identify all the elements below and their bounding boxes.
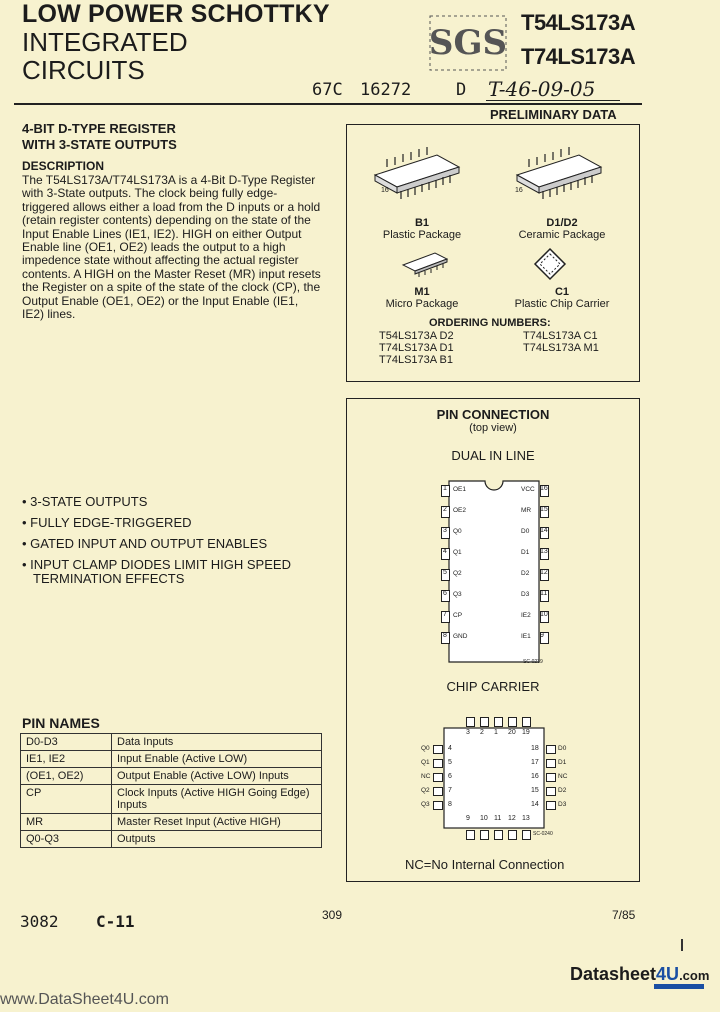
header-title-line2: INTEGRATED bbox=[22, 27, 188, 57]
cc-pin-box bbox=[522, 830, 531, 840]
manufacturer-logo-icon bbox=[428, 12, 508, 74]
dil-pin-label: IE2 bbox=[521, 612, 531, 619]
pin-cell: Q0-Q3 bbox=[21, 831, 112, 848]
cc-pin-box bbox=[480, 830, 489, 840]
pin-connection-box bbox=[346, 398, 640, 882]
preliminary-data: PRELIMINARY DATA bbox=[490, 107, 617, 122]
feature-3-text: GATED INPUT AND OUTPUT ENABLES bbox=[30, 536, 268, 551]
cc-left-pin-label: Q2 bbox=[421, 787, 430, 794]
svg-text:SGS: SGS bbox=[428, 23, 508, 63]
desc-cell: Input Enable (Active LOW) bbox=[112, 751, 322, 768]
code-16272: 16272 bbox=[360, 80, 412, 100]
cc-pin-box bbox=[508, 830, 517, 840]
ceramic-package-icon bbox=[509, 147, 609, 199]
dil-pin-number: 1 bbox=[443, 485, 447, 492]
ordering-right-1: T74LS173A C1 bbox=[523, 330, 598, 342]
cc-pin-box bbox=[433, 759, 443, 768]
cc-pin-box bbox=[480, 717, 489, 727]
table-row bbox=[21, 768, 322, 785]
desc-cell: Master Reset Input (Active HIGH) bbox=[112, 814, 322, 831]
dil-pin-label: D3 bbox=[521, 591, 530, 598]
dil-pin-number: 5 bbox=[443, 569, 447, 576]
pin-cell: MR bbox=[21, 814, 112, 831]
package-c1 bbox=[497, 286, 627, 310]
cc-pin-box bbox=[522, 717, 531, 727]
cc-right-pin-label: D2 bbox=[558, 787, 567, 794]
cc-left-pin-number: 8 bbox=[448, 801, 452, 808]
desc-cell: Clock Inputs (Active HIGH Going Edge) Inputs bbox=[112, 785, 322, 814]
cc-top-pin-number: 3 bbox=[466, 729, 470, 736]
dip-pin16-label: 16 bbox=[381, 187, 389, 194]
pin-names-table bbox=[20, 733, 322, 848]
package-c1-code: C1 bbox=[554, 286, 570, 298]
nc-note: NC=No Internal Connection bbox=[405, 857, 565, 872]
pin-names-heading: PIN NAMES bbox=[22, 715, 100, 731]
code-67c: 67C bbox=[312, 80, 343, 100]
brand-b: 4U bbox=[656, 964, 680, 984]
cc-top-pin-number: 1 bbox=[494, 729, 498, 736]
dil-pin-label: D1 bbox=[521, 549, 530, 556]
code-d: D bbox=[456, 80, 467, 100]
cc-pin-box bbox=[433, 787, 443, 796]
cc-pin-box bbox=[546, 745, 556, 754]
package-c1-name: Plastic Chip Carrier bbox=[514, 298, 610, 310]
ordering-left-3: T74LS173A B1 bbox=[379, 354, 454, 366]
footer-date: 7/85 bbox=[612, 908, 636, 922]
dil-pin-label: Q0 bbox=[453, 528, 462, 535]
brand-c: .com bbox=[679, 968, 710, 983]
cc-left-pin-label: Q1 bbox=[421, 759, 430, 766]
footer-left-num: 3082 bbox=[20, 912, 59, 931]
pin-cell: (OE1, OE2) bbox=[21, 768, 112, 785]
package-m1-code: M1 bbox=[414, 286, 430, 298]
pin-connection-subheading: (top view) bbox=[469, 422, 517, 434]
dil-pin-label: OE1 bbox=[453, 486, 467, 493]
desc-cell: Outputs bbox=[112, 831, 322, 848]
cc-right-pin-number: 14 bbox=[531, 801, 539, 808]
cc-right-pin-label: D3 bbox=[558, 801, 567, 808]
package-d1d2 bbox=[507, 217, 617, 241]
cc-pin-box bbox=[546, 759, 556, 768]
device-title-1: 4-BIT D-TYPE REGISTER bbox=[22, 121, 176, 136]
cc-top-pin-number: 19 bbox=[522, 729, 530, 736]
feature-2-text: FULLY EDGE-TRIGGERED bbox=[30, 515, 192, 530]
dil-pin-label: OE2 bbox=[453, 507, 467, 514]
dil-pin-number: 4 bbox=[443, 548, 447, 555]
micro-package-icon bbox=[399, 249, 451, 277]
dil-pin-label: D2 bbox=[521, 570, 530, 577]
dil-pin-label: Q1 bbox=[453, 549, 462, 556]
pin-cell: D0-D3 bbox=[21, 734, 112, 751]
feature-1: • 3-STATE OUTPUTS bbox=[22, 494, 148, 509]
device-title-2: WITH 3-STATE OUTPUTS bbox=[22, 137, 177, 152]
cc-right-pin-number: 18 bbox=[531, 745, 539, 752]
table-row bbox=[21, 751, 322, 768]
cc-left-pin-label: NC bbox=[421, 773, 431, 780]
feature-4: • INPUT CLAMP DIODES LIMIT HIGH SPEED bbox=[22, 557, 291, 572]
cc-right-pin-label: D1 bbox=[558, 759, 567, 766]
dil-pin-number: 2 bbox=[443, 506, 447, 513]
hand-underline bbox=[486, 100, 620, 101]
cc-left-pin-number: 4 bbox=[448, 745, 452, 752]
pin-cell: IE1, IE2 bbox=[21, 751, 112, 768]
cc-pin-box bbox=[508, 717, 517, 727]
cc-left-pin-number: 7 bbox=[448, 787, 452, 794]
dil-pin-number: 16 bbox=[540, 485, 548, 492]
header-title-line1: LOW POWER SCHOTTKY bbox=[22, 0, 330, 28]
brand-underline bbox=[654, 984, 704, 989]
dil-pin-label: IE1 bbox=[521, 633, 531, 640]
cc-pin-box bbox=[546, 801, 556, 810]
feature-3: • GATED INPUT AND OUTPUT ENABLES bbox=[22, 536, 268, 551]
dil-pin-label: GND bbox=[453, 633, 468, 640]
cc-left-pin-label: Q0 bbox=[421, 745, 430, 752]
package-b1 bbox=[367, 217, 477, 241]
cc-pin-box bbox=[433, 773, 443, 782]
cc-bottom-pin-number: 11 bbox=[494, 815, 502, 822]
part-number-2: T74LS173A bbox=[521, 44, 636, 69]
cc-right-pin-label: D0 bbox=[558, 745, 567, 752]
package-d1d2-name: Ceramic Package bbox=[518, 229, 606, 241]
cc-pin-box bbox=[494, 830, 503, 840]
ceramic-pin16-label: 16 bbox=[515, 187, 523, 194]
pin-connection-heading: PIN CONNECTION bbox=[436, 407, 550, 422]
description-heading: DESCRIPTION bbox=[22, 159, 105, 173]
header-rule bbox=[14, 103, 642, 105]
dil-heading: DUAL IN LINE bbox=[451, 448, 535, 463]
dil-pin-label: Q2 bbox=[453, 570, 462, 577]
cc-pin-box bbox=[466, 830, 475, 840]
cc-left-pin-number: 5 bbox=[448, 759, 452, 766]
ordering-heading: ORDERING NUMBERS: bbox=[429, 317, 551, 329]
dil-pin-label: D0 bbox=[521, 528, 530, 535]
ordering-left-2: T74LS173A D1 bbox=[379, 342, 454, 354]
dil-pin-number: 8 bbox=[443, 632, 447, 639]
handwritten-code: T-46-09-05 bbox=[488, 77, 596, 101]
cc-bottom-pin-number: 10 bbox=[480, 815, 488, 822]
dil-pin-number: 7 bbox=[443, 611, 447, 618]
cc-pin-box bbox=[494, 717, 503, 727]
part-number-1: T54LS173A bbox=[521, 10, 636, 35]
cc-pin-box bbox=[433, 745, 443, 754]
cc-right-pin-label: NC bbox=[558, 773, 568, 780]
cc-right-pin-number: 16 bbox=[531, 773, 539, 780]
feature-4-text: INPUT CLAMP DIODES LIMIT HIGH SPEED bbox=[30, 557, 291, 572]
feature-1-text: 3-STATE OUTPUTS bbox=[30, 494, 148, 509]
scan-mark bbox=[681, 939, 683, 951]
description-text: The T54LS173A/T74LS173A is a 4-Bit D-Type Register with 3-State outputs. The clock being fully edge-triggered allows either a load from the D inputs or a hold (retain register contents) depending on the state of the Input Enable Lines (IE1, IE2). HIGH on either Output Enable line (OE1, OE2) leads the output to a high impedence state without affecting the actual register contents. A HIGH on the Master Reset (MR) input resets the Register on a spite of the state of the clock (CP), the Output Enable (OE1, OE2) or the Input Enable (IE1, IE2) lines. bbox=[22, 173, 321, 322]
cc-right-pin-number: 17 bbox=[531, 759, 539, 766]
cc-top-pin-number: 20 bbox=[508, 729, 516, 736]
dil-pin-label: MR bbox=[521, 507, 532, 514]
chip-carrier-icon bbox=[533, 247, 567, 281]
desc-cell: Data Inputs bbox=[112, 734, 322, 751]
package-b1-code: B1 bbox=[414, 217, 430, 229]
cc-body bbox=[443, 727, 545, 829]
cc-pin-box bbox=[546, 787, 556, 796]
package-b1-name: Plastic Package bbox=[382, 229, 462, 241]
dil-pin-number: 9 bbox=[540, 632, 544, 639]
package-d1d2-code: D1/D2 bbox=[546, 217, 578, 229]
header-title-line3: CIRCUITS bbox=[22, 55, 145, 85]
brand-logo bbox=[570, 964, 709, 985]
package-m1 bbox=[367, 286, 477, 310]
dil-pin-label: VCC bbox=[521, 486, 535, 493]
cc-right-pin-number: 15 bbox=[531, 787, 539, 794]
dil-pin-number: 10 bbox=[540, 611, 548, 618]
table-row bbox=[21, 734, 322, 751]
dil-pin-number: 14 bbox=[540, 527, 548, 534]
cc-heading: CHIP CARRIER bbox=[446, 679, 540, 694]
cc-pin-box bbox=[546, 773, 556, 782]
footer-left-code: C-11 bbox=[96, 912, 135, 931]
dil-pin-number: 11 bbox=[540, 590, 548, 597]
cc-top-pin-number: 2 bbox=[480, 729, 484, 736]
cc-bottom-pin-number: 9 bbox=[466, 815, 470, 822]
cc-bottom-pin-number: 13 bbox=[522, 815, 530, 822]
desc-cell: Output Enable (Active LOW) Inputs bbox=[112, 768, 322, 785]
page-number: 309 bbox=[322, 908, 343, 922]
cc-left-pin-label: Q3 bbox=[421, 801, 430, 808]
dil-pin-number: 15 bbox=[540, 506, 548, 513]
dil-pin-number: 12 bbox=[540, 569, 548, 576]
cc-bottom-pin-number: 12 bbox=[508, 815, 516, 822]
website-link[interactable]: www.DataSheet4U.com bbox=[0, 991, 169, 1008]
dil-pin-number: 6 bbox=[443, 590, 447, 597]
ordering-left-1: T54LS173A D2 bbox=[379, 330, 454, 342]
pin-cell: CP bbox=[21, 785, 112, 814]
cc-left-pin-number: 6 bbox=[448, 773, 452, 780]
dil-ref: SC-0239 bbox=[523, 659, 543, 665]
cc-pin-box bbox=[466, 717, 475, 727]
dil-pin-number: 13 bbox=[540, 548, 548, 555]
cc-ref: SC-0240 bbox=[533, 831, 553, 837]
ordering-right-2: T74LS173A M1 bbox=[523, 342, 599, 354]
package-box bbox=[346, 124, 640, 382]
table-row bbox=[21, 814, 322, 831]
dil-pin-label: CP bbox=[453, 612, 463, 619]
dil-pin-label: Q3 bbox=[453, 591, 462, 598]
feature-2: • FULLY EDGE-TRIGGERED bbox=[22, 515, 192, 530]
cc-pin-box bbox=[433, 801, 443, 810]
package-m1-name: Micro Package bbox=[385, 298, 459, 310]
table-row bbox=[21, 831, 322, 848]
table-row bbox=[21, 785, 322, 814]
brand-a: Datasheet bbox=[570, 964, 657, 984]
dil-pin-number: 3 bbox=[443, 527, 447, 534]
feature-4-cont: TERMINATION EFFECTS bbox=[33, 571, 185, 586]
